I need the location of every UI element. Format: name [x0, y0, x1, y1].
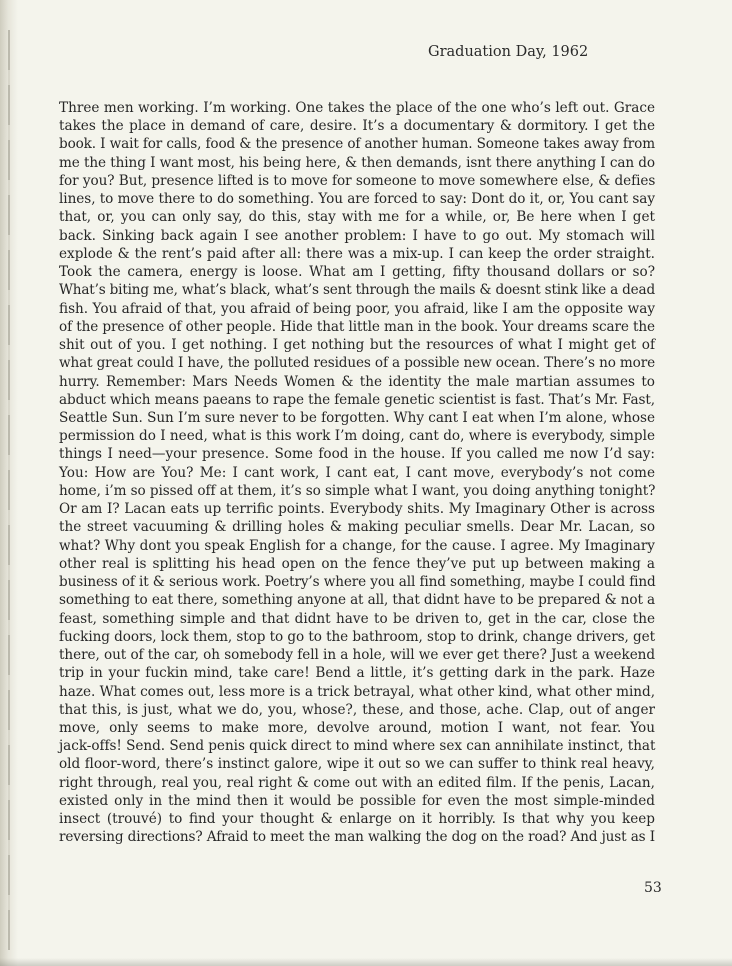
text-line: abduct which means paeans to rape the female genetic scientist is fast. That’s Mr. Fast, [59, 391, 655, 408]
text-line: Or am I? Lacan eats up terrific points. Everybody shits. My Imaginary Other is across [59, 501, 655, 518]
text-line: that, or, you can only say, do this, stay with me for a while, or, Be here when I get [59, 209, 655, 226]
running-title: Graduation Day, 1962 [428, 44, 589, 60]
text-line: hurry. Remember: Mars Needs Women & the identity the male martian assumes to [59, 373, 655, 390]
text-line: fish. You afraid of that, you afraid of being poor, you afraid, like I am the opposite way [59, 300, 655, 317]
text-line: feast, something simple and that didnt have to be driven to, get in the car, close the [59, 610, 655, 627]
text-line: me the thing I want most, his being here, & then demands, isnt there anything I can do [59, 154, 655, 171]
text-line: shit out of you. I get nothing. I get nothing but the resources of what I might get of [59, 337, 655, 354]
text-line: lines, to move there to do something. You are forced to say: Dont do it, or, You cant say [59, 191, 655, 208]
text-line: business of it & serious work. Poetry’s where you all find something, maybe I could find [59, 574, 656, 591]
text-line: existed only in the mind then it would be possible for even the most simple-minded [59, 792, 655, 809]
text-line: of the presence of other people. Hide that little man in the book. Your dreams scare the [59, 318, 655, 335]
scan-bottom-edge [0, 958, 732, 966]
text-line: other real is splitting his head open on the fence they’ve put up between making a [59, 555, 655, 572]
text-line: insect (trouvé) to find your thought & enlarge on it horribly. Is that why you keep [59, 811, 655, 828]
text-line: what great could I have, the polluted residues of a possible new ocean. There’s no more [59, 355, 655, 372]
text-line: trip in your fuckin mind, take care! Bend a little, it’s getting dark in the park. Haze [59, 665, 655, 682]
text-line: things I need—your presence. Some food in the house. If you called me now I’d say: [59, 446, 655, 463]
text-line: there, out of the car, oh somebody fell in a hole, will we ever get there? Just a weekend [59, 647, 655, 664]
text-line: explode & the rent’s paid after all: there was a mix-up. I can keep the order straight. [59, 245, 655, 262]
text-line: what? Why dont you speak English for a change, for the cause. I agree. My Imaginary [59, 537, 655, 554]
text-line: the street vacuuming & drilling holes & making peculiar smells. Dear Mr. Lacan, so [59, 519, 655, 536]
text-line: move, only seems to make more, devolve around, motion I want, not fear. You [59, 719, 655, 736]
text-line: jack-offs! Send. Send penis quick direct to mind where sex can annihilate instinct, that [59, 738, 656, 755]
text-line: old floor-word, there’s instinct galore, wipe it out so we can suffer to think real heavy, [59, 756, 655, 773]
text-line: home, i’m so pissed off at them, it’s so simple what I want, you doing anything tonight? [59, 482, 656, 499]
binding-shadow-line [8, 30, 10, 950]
text-line: Took the camera, energy is loose. What am I getting, fifty thousand dollars or so? [59, 264, 655, 281]
text-line: Seattle Sun. Sun I’m sure never to be forgotten. Why cant I eat when I’m alone, whose [59, 409, 655, 426]
text-line: permission do I need, what is this work I’m doing, cant do, where is everybody, simple [59, 428, 655, 445]
text-line: reversing directions? Afraid to meet the man walking the dog on the road? And just as I [59, 829, 655, 846]
text-line: You: How are You? Me: I cant work, I cant eat, I cant move, everybody’s not come [59, 464, 655, 481]
text-line: book. I wait for calls, food & the presence of another human. Someone takes away from [59, 136, 655, 153]
text-line: right through, real you, real right & come out with an edited film. If the penis, Lacan, [59, 774, 655, 791]
text-line: that this, is just, what we do, you, whose?, these, and those, ache. Clap, out of anger [59, 701, 655, 718]
prose-paragraph [59, 99, 659, 847]
binding-gutter [0, 0, 18, 966]
page-number: 53 [644, 880, 662, 896]
text-line: for you? But, presence lifted is to move for someone to move somewhere else, & defies [59, 172, 656, 189]
text-line: something to eat there, something anyone at all, that didnt have to be prepared & not a [59, 592, 655, 609]
text-line: takes the place in demand of care, desire. It’s a documentary & dormitory. I get the [59, 118, 655, 135]
text-line: Three men working. I’m working. One takes the place of the one who’s left out. Grace [59, 100, 655, 116]
text-line: What’s biting me, what’s black, what’s sent through the mails & doesnt stink like a dead [59, 282, 655, 299]
text-line: fucking doors, lock them, stop to go to the bathroom, stop to drink, change drivers, get [59, 628, 655, 645]
text-line: back. Sinking back again I see another problem: I have to go out. My stomach will [59, 227, 655, 244]
text-line: haze. What comes out, less more is a trick betrayal, what other kind, what other mind, [59, 683, 655, 700]
